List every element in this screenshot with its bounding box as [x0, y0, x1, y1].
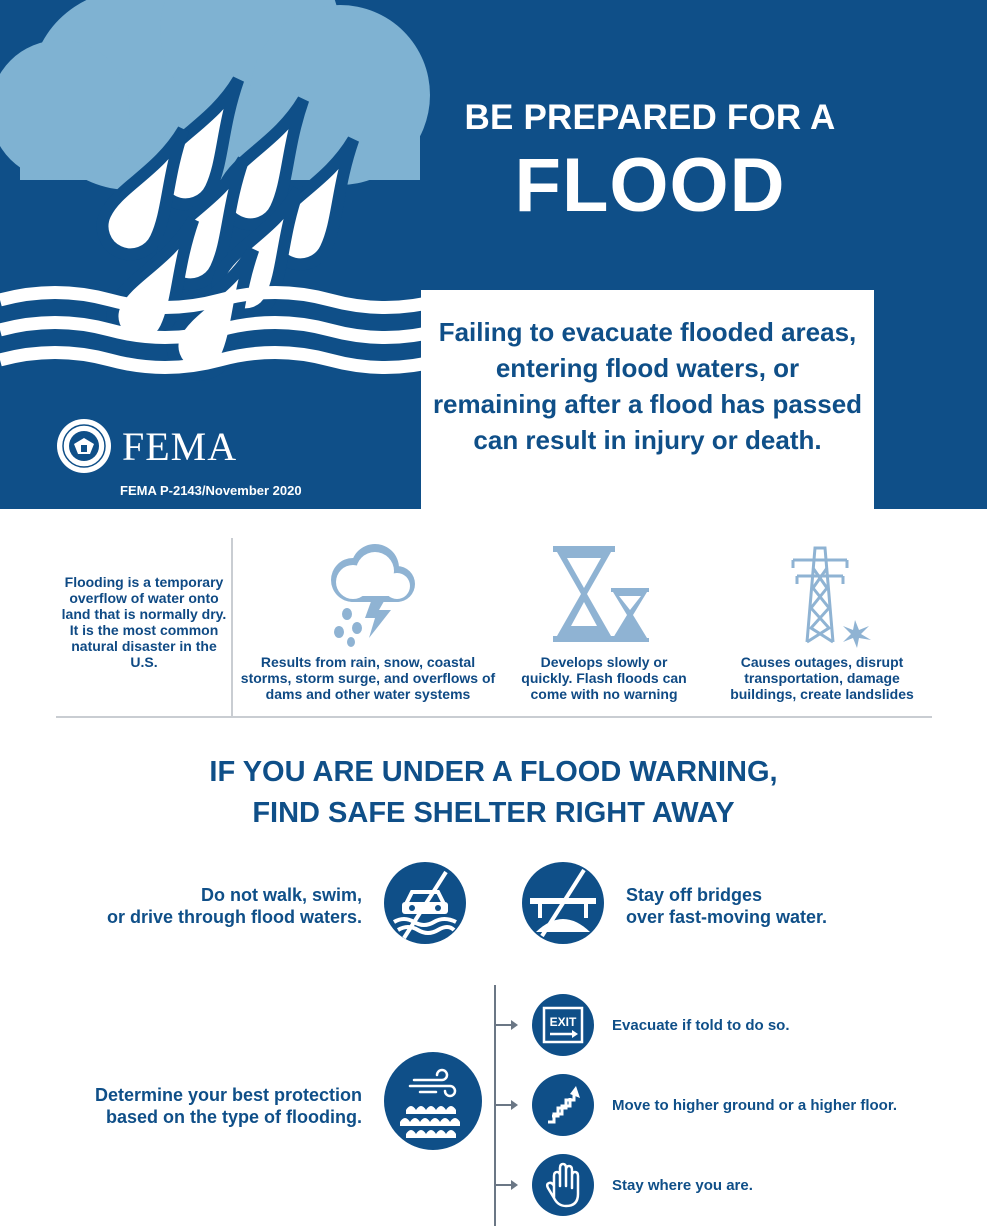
no-bridge-icon: [522, 862, 604, 944]
rain-cloud-icon: [0, 0, 440, 420]
higher-ground-circle: [532, 1074, 594, 1136]
publication-number: FEMA P-2143/November 2020: [120, 483, 302, 498]
stay-circle: [532, 1154, 594, 1216]
stay-text: Stay where you are.: [612, 1177, 753, 1194]
protection-line-1: Determine your best protection: [94, 1085, 362, 1105]
exit-sign-icon: [532, 994, 594, 1056]
fact-impacts-text: Causes outages, disrupt transportation, damage buildings, create landslides: [730, 654, 914, 702]
evacuate-circle: [532, 994, 594, 1056]
no-driving-circle: [384, 862, 466, 944]
fema-logo: [56, 418, 237, 474]
arrow-evacuate: [496, 1024, 516, 1026]
no-walk-text: [60, 884, 362, 928]
hand-stop-icon: [532, 1154, 594, 1216]
fact-causes: [236, 538, 500, 702]
divider: [231, 538, 233, 716]
bridges-line-1: Stay off bridges: [626, 885, 763, 905]
higher-ground-text: Move to higher ground or a higher floor.: [612, 1097, 897, 1114]
fact-onset: [514, 538, 694, 702]
no-walk-line-1: Do not walk, swim,: [200, 885, 362, 905]
warning-callout: Failing to evacuate flooded areas, entering flood waters, or remaining after a flood has passed can result in injury or death.: [421, 290, 874, 509]
evacuate-text: Evacuate if told to do so.: [612, 1017, 790, 1034]
arrow-stay: [496, 1184, 516, 1186]
flood-definition: Flooding is a temporary overflow of water onto land that is normally dry. It is the most common natural disaster in the U.S.: [61, 574, 227, 670]
title-prefix: BE PREPARED FOR A: [464, 98, 836, 137]
hourglass-icon: [549, 538, 659, 648]
arrow-higher-ground: [496, 1104, 516, 1106]
storm-cloud-icon: [313, 538, 423, 648]
bridges-text: [626, 884, 926, 928]
bridge-circle: [522, 862, 604, 944]
dhs-seal-icon: [56, 418, 112, 474]
stairs-up-icon: [532, 1074, 594, 1136]
wind-and-waves-icon: [384, 1052, 482, 1150]
no-car-in-water-icon: [384, 862, 466, 944]
protection-line-2: based on the type of flooding.: [106, 1107, 362, 1127]
facts-row: [56, 538, 932, 718]
section-heading: [0, 752, 987, 834]
protection-text: [40, 1084, 362, 1128]
fact-causes-text: Results from rain, snow, coastal storms, storm surge, and overflows of dams and other water systems: [240, 654, 496, 702]
bridges-line-2: over fast-moving water.: [626, 907, 828, 927]
power-tower-icon: [767, 538, 877, 648]
fema-wordmark: FEMA: [122, 423, 238, 469]
no-walk-line-2: or drive through flood waters.: [106, 907, 362, 927]
fact-impacts: [712, 538, 932, 702]
heading-line-2: FIND SAFE SHELTER RIGHT AWAY: [252, 797, 735, 829]
flood-type-circle: [384, 1052, 482, 1150]
heading-line-1: IF YOU ARE UNDER A FLOOD WARNING,: [209, 756, 778, 788]
title-flood: FLOOD: [514, 143, 786, 228]
fact-onset-text: Develops slowly or quickly. Flash floods can come with no warning: [521, 654, 687, 702]
exit-sign-label: EXIT: [549, 1015, 577, 1029]
